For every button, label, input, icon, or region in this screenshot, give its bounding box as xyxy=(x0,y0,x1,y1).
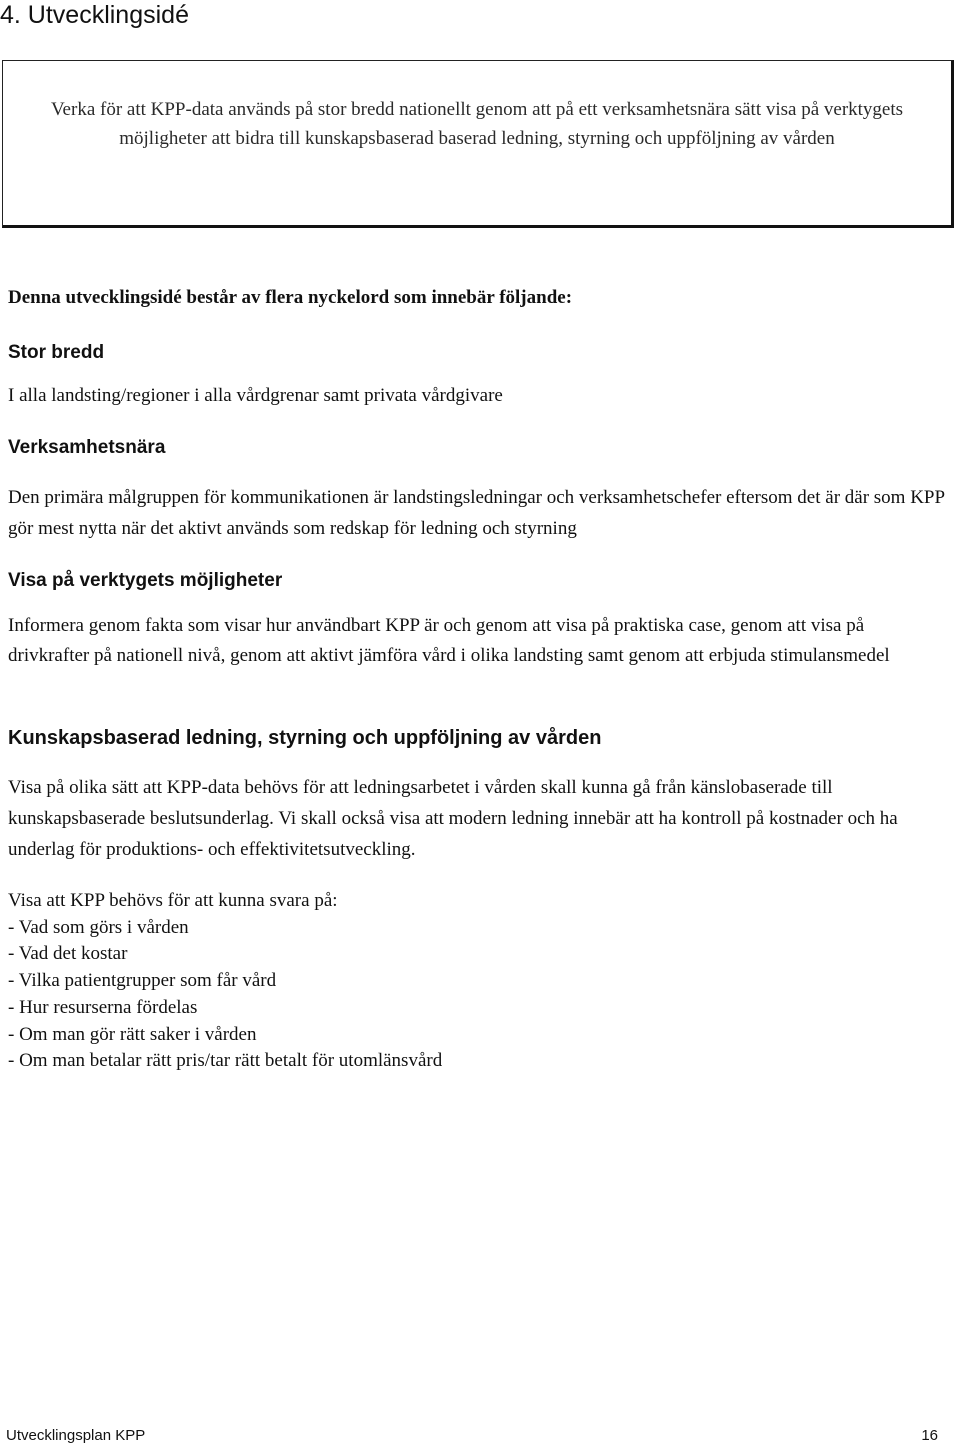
section-title-mojligheter: Visa på verktygets möjligheter xyxy=(8,570,283,591)
footer-title: Utvecklingsplan KPP xyxy=(6,1427,146,1444)
list-item: - Vad det kostar xyxy=(8,941,442,968)
list-item: - Om man betalar rätt pris/tar rätt betalt för utomlänsvård xyxy=(8,1048,442,1075)
list-item: - Hur resurserna fördelas xyxy=(8,995,442,1022)
footer-page-number: 16 xyxy=(921,1427,938,1444)
section-text-kunskapsbaserad: Visa på olika sätt att KPP-data behövs för att ledningsarbetet i vården skall kunna gå från känslobaserade till kunskapsbaserade beslutsunderlag. Vi skall också visa att modern ledning innebär att ha kontroll på kostnader och ha underlag för produktions- och effektivitetsutveckling. xyxy=(8,777,898,860)
list-item: - Vad som görs i vården xyxy=(8,915,442,942)
vision-box xyxy=(2,60,954,228)
intro-text: Denna utvecklingsidé består av flera nyckelord som innebär följande: xyxy=(8,287,573,308)
section-title-stor-bredd: Stor bredd xyxy=(8,342,105,363)
section-title-verksamhetsnara: Verksamhetsnära xyxy=(8,437,166,458)
section-text-stor-bredd: I alla landsting/regioner i alla vårdgrenar samt privata vårdgivare xyxy=(8,385,503,406)
questions-block xyxy=(8,888,442,1075)
questions-list xyxy=(8,915,442,1075)
section-title-kunskapsbaserad: Kunskapsbaserad ledning, styrning och uppföljning av vården xyxy=(8,727,602,749)
section-text-verksamhetsnara: Den primära målgruppen för kommunikationen är landstingsledningar och verksamhetschefer eftersom det är där som KPP gör mest nytta när det aktivt används som redskap för ledning och styrning xyxy=(8,487,945,539)
list-item: - Vilka patientgrupper som får vård xyxy=(8,968,442,995)
vision-statement: Verka för att KPP-data används på stor bredd nationellt genom att på ett verksamhetsnära sätt visa på verktygets möjligheter att bidra till kunskapsbaserad baserad ledning, styrning och uppföljning av vården xyxy=(50,99,904,149)
page-heading: 4. Utvecklingsidé xyxy=(0,1,189,29)
questions-lead: Visa att KPP behövs för att kunna svara på: xyxy=(8,890,338,911)
section-text-mojligheter: Informera genom fakta som visar hur användbart KPP är och genom att visa på praktiska case, genom att visa på drivkrafter på nationell nivå, genom att aktivt jämföra vård i olika landsting samt genom att erbjuda stimulansmedel xyxy=(8,615,890,666)
list-item: - Om man gör rätt saker i vården xyxy=(8,1022,442,1049)
